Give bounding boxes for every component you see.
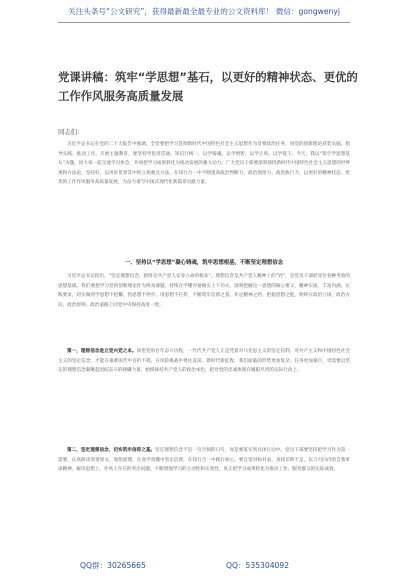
intro-paragraph: 习近平总书记在党的二十大报告中强调，全党要把学习贯彻新时代中国特色社会主义思想作为首要政治任务，用党的创新理论武装头脑、指导实践、推动工作。开展主题教育，要坚持学思用贯通、知信行统一，以学铸魂、以学增智、以学正风、以学促干。今天，我以“筑牢学思想基石”为题，同大家一起交流学习体会，共同把学习成果转化为推动发展的强大动力。广大党员干部要深刻领悟新时代中国特色社会主义思想的世界观和方法论，坚持好、运用好贯穿其中的立场观点方法，在知行合一中不断提高政治判断力、政治领悟力、政治执行力，以更好的精神状态、更优的工作作风服务高质量发展，为奋力谱写中国式现代化新篇章贡献力量。: [58, 142, 350, 185]
greeting: 同志们：: [58, 128, 84, 136]
point-lead-1: 第一，理想信念是立党兴党之本。: [67, 349, 137, 354]
section-1-paragraph: 习近平总书记指出，“坚定理想信念，始终是共产党人安身立命的根本”。理想信念是共产党人精神上的“钙”，是党员干部经受住各种考验的思想基础。我们要把学习党的创新理论作为终身课题，持续在学懂弄通做实上下功夫，深刻把握这一思想的核心要义、精神实质、丰富内涵、实践要求，切实做到学思想不松懈、悟思想不停步、用思想不打折，不断筑牢信仰之基、补足精神之钙、把稳思想之舵，始终在政治立场、政治方向、政治原则、政治道路上同党中央保持高度一致。: [58, 274, 350, 308]
point-paragraph-1: [58, 347, 350, 441]
document-title: 党课讲稿：筑牢“学思想”基石，以更好的精神状态、更优的工作作风服务高质量发展: [58, 70, 358, 103]
point-lead-2: 第二，坚定理想信念，切实筑牢信仰之基。: [67, 448, 156, 453]
point-paragraph-2: [58, 446, 350, 546]
footer-qq-contact: QQ：535304092: [226, 561, 290, 570]
section-heading-1: 一、坚持以“学思想”凝心铸魂，筑牢思想根基，不断坚定理想信念: [124, 260, 284, 266]
footer-qq-group: QQ群：30265665: [80, 561, 146, 570]
header-divider: [58, 22, 350, 23]
point-text-2: 坚定理想信念不是一句空洞的口号，而是要落实到具体行动中。党员干部要坚持把学习作为第一需要，认真研读原著原文、领悟原理，在真学真懂中坚定信仰，在知行合一中践行初心。要自觉对标对表，查找差距不足，以刀刃向内的自我革命精神，解决思想上、作风上存在的突出问题，不断增强学习的主动性和实效性，真正把学习成果转化为推动工作、服务群众的实际成效。: [58, 448, 350, 472]
promo-banner: 关注头条号“公文研究”，获得最新最全最专业的公文资料库！ 微信：gongwenyj: [68, 7, 340, 16]
point-text-1: 回望党的百年奋斗历程，一代代共产党人正是凭着对马克思主义的坚定信仰、对共产主义和中国特色社会主义的坚定信念，才能在艰难困苦中百折不挠、在风险挑战中勇往直前。新时代新征程，我们面临的形势更加复杂、任务更加艰巨，更需要以坚定的理想信念凝聚起团结奋斗的磅礴力量，始终保持共产党人的政治本色，把对党的忠诚体现在履职尽责的实际行动上。: [58, 349, 350, 373]
